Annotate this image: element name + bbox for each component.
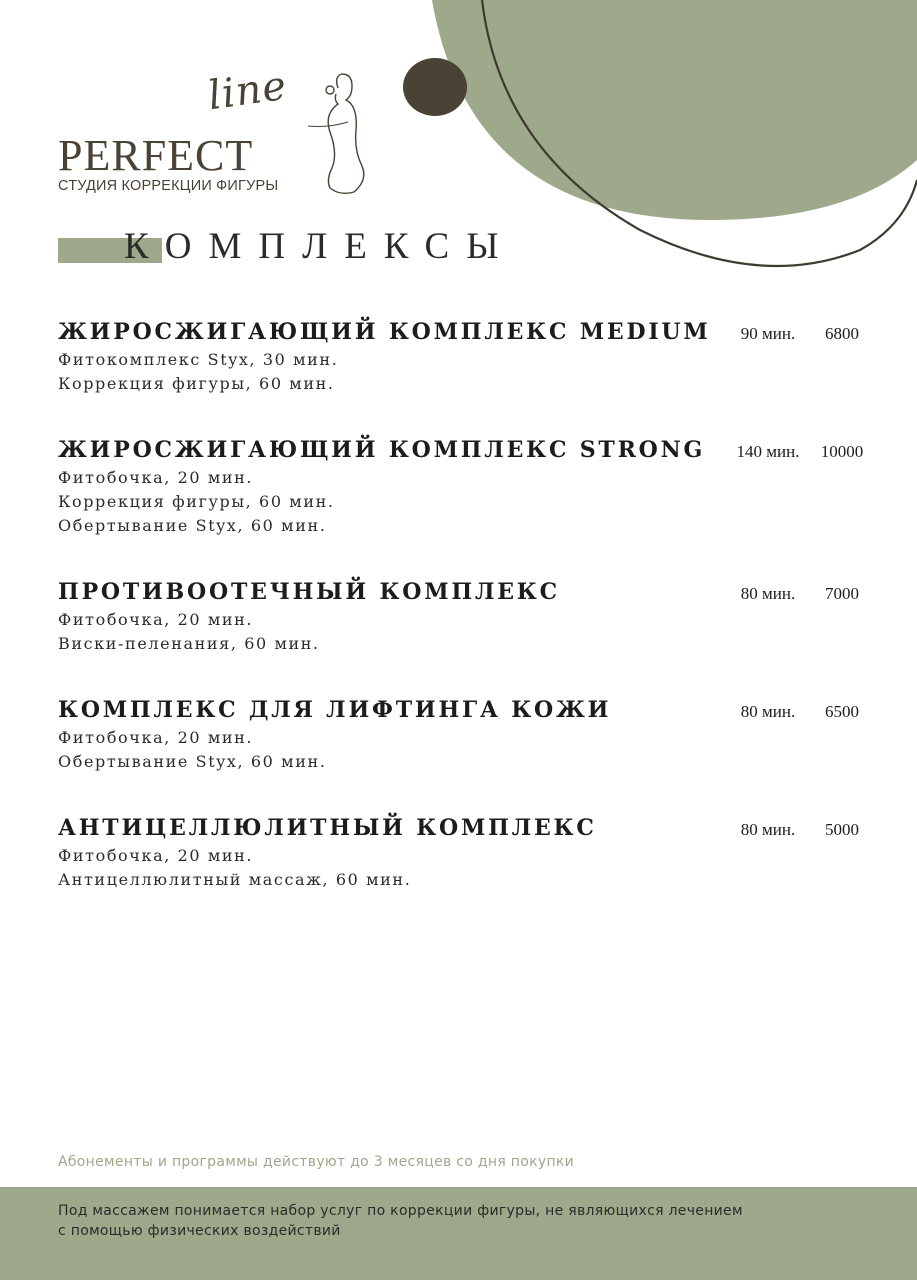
footer-disclaimer (58, 1201, 818, 1241)
service-component: Обертывание Styx, 60 мин. (58, 752, 327, 771)
service-item (58, 434, 878, 538)
service-component: Фитобочка, 20 мин. (58, 728, 254, 747)
service-duration: 80 мин. (740, 820, 796, 839)
service-title: ПРОТИВООТЕЧНЫЙ КОМПЛЕКС (58, 579, 560, 605)
service-price: 7000 (825, 584, 859, 603)
service-item (58, 316, 878, 396)
service-title: АНТИЦЕЛЛЮЛИТНЫЙ КОМПЛЕКС (58, 815, 597, 841)
green-circle-shape (432, 0, 917, 220)
service-price: 6800 (825, 324, 859, 343)
service-duration: 90 мин. (740, 324, 796, 343)
service-component: Обертывание Styx, 60 мин. (58, 516, 327, 535)
logo-tagline: СТУДИЯ КОРРЕКЦИИ ФИГУРЫ (58, 178, 279, 194)
service-list (58, 316, 878, 930)
woman-silhouette-icon (308, 70, 378, 200)
service-price: 5000 (825, 820, 859, 839)
service-title: ЖИРОСЖИГАЮЩИЙ КОМПЛЕКС MEDIUM (58, 319, 711, 345)
service-duration: 140 мин. (736, 442, 800, 461)
logo-wordmark: PERFECT (58, 131, 254, 180)
service-component: Коррекция фигуры, 60 мин. (58, 374, 335, 393)
service-component: Антицеллюлитный массаж, 60 мин. (58, 870, 412, 889)
footer-line: Под массажем понимается набор услуг по коррекции фигуры, не являющихся лечением (58, 1203, 743, 1219)
logo-script-text: line (205, 62, 290, 120)
service-duration: 80 мин. (740, 584, 796, 603)
service-component: Фитокомплекс Styx, 30 мин. (58, 350, 339, 369)
service-component: Фитобочка, 20 мин. (58, 610, 254, 629)
footer-line: с помощью физических воздействий (58, 1223, 341, 1239)
dark-dot-shape (403, 58, 467, 116)
footer-band (0, 1187, 917, 1280)
service-component: Фитобочка, 20 мин. (58, 468, 254, 487)
service-component: Коррекция фигуры, 60 мин. (58, 492, 335, 511)
service-title: ЖИРОСЖИГАЮЩИЙ КОМПЛЕКС STRONG (58, 437, 706, 463)
service-item (58, 694, 878, 774)
service-price: 6500 (825, 702, 859, 721)
service-title: КОМПЛЕКС ДЛЯ ЛИФТИНГА КОЖИ (58, 697, 612, 723)
service-item (58, 576, 878, 656)
service-component: Виски-пеленания, 60 мин. (58, 634, 320, 653)
service-component: Фитобочка, 20 мин. (58, 846, 254, 865)
service-duration: 80 мин. (740, 702, 796, 721)
section-title: КОМПЛЕКСЫ (124, 226, 516, 267)
validity-note: Абонементы и программы действуют до 3 месяцев со дня покупки (58, 1154, 575, 1170)
studio-logo (58, 60, 378, 200)
service-price: 10000 (820, 442, 864, 461)
service-item (58, 812, 878, 892)
